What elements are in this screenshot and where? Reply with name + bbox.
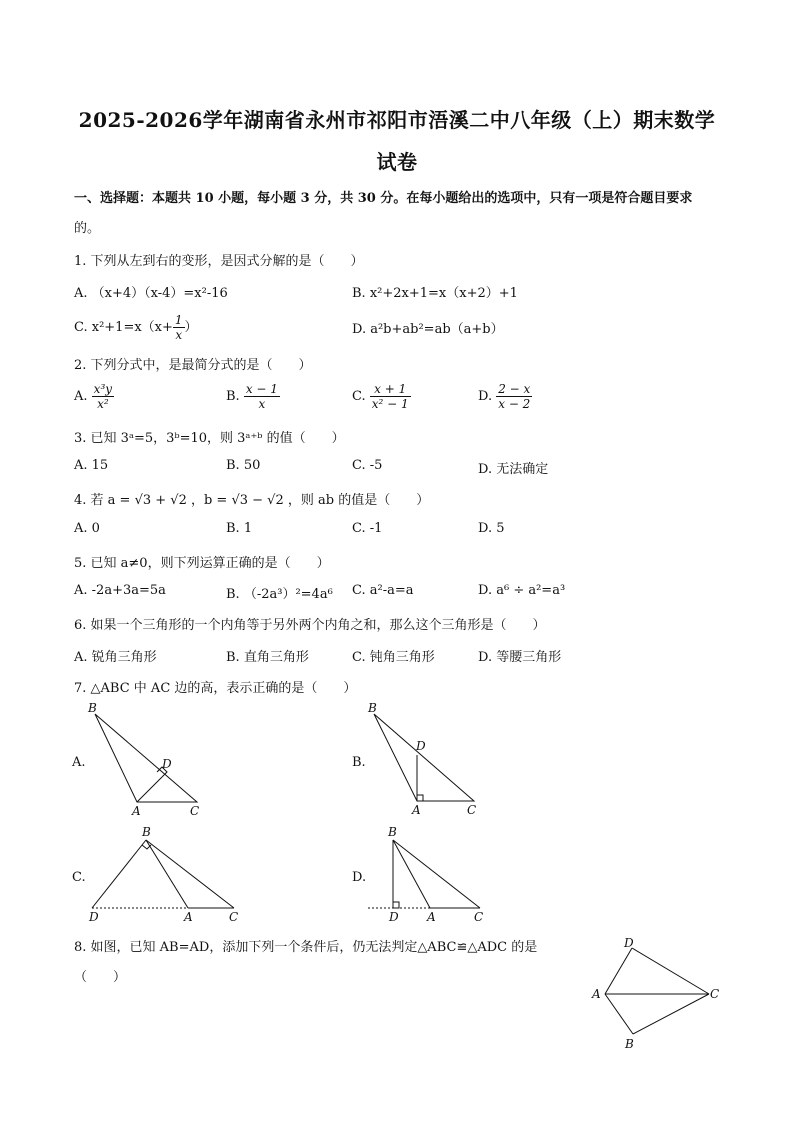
q6-stem: 6. 如果一个三角形的一个内角等于另外两个内角之和，那么这个三角形是（ ） (74, 618, 546, 633)
q2-option-c-label: C. (352, 389, 366, 404)
exam-title-line2: 试卷 (376, 150, 418, 174)
q7-stem: 7. △ABC 中 AC 边的高，表示正确的是（ ） (74, 681, 357, 696)
fraction-denominator: x (258, 397, 266, 411)
q2-option-c (352, 382, 411, 411)
fraction-numerator: x − 1 (245, 382, 278, 396)
q7-figure-d (362, 822, 502, 928)
q1-option-c (74, 313, 198, 342)
label-b: B (388, 825, 397, 839)
q4-option-b: B. 1 (226, 521, 253, 536)
q1-option-c-fraction (173, 313, 185, 342)
q2-option-b-fraction (244, 382, 280, 411)
q1-option-d: D. a²b+ab²=ab（a+b） (352, 322, 504, 337)
q2-option-b-label: B. (226, 389, 240, 404)
label-c: C (467, 803, 477, 817)
q5-option-c: C. a²-a=a (352, 583, 414, 598)
q7-figure-a (80, 700, 220, 820)
label-a: A (427, 910, 436, 924)
fraction-denominator: x (175, 328, 183, 342)
label-b: B (625, 1037, 634, 1051)
q2-option-d-fraction (496, 382, 532, 411)
q8-stem: 8. 如图，已知 AB=AD，添加下列一个条件后，仍无法判定△ABC≌△ADC 的是 (74, 940, 538, 955)
q4-stem: 4. 若 a = √3 + √2 ，b = √3 − √2 ，则 ab 的值是（ ） (74, 493, 430, 508)
q4-option-c: C. -1 (352, 521, 383, 536)
fraction-denominator: x − 2 (498, 397, 531, 411)
fraction-numerator: 1 (174, 313, 183, 327)
q6-option-d: D. 等腰三角形 (478, 650, 562, 665)
fraction-denominator: x² − 1 (371, 397, 409, 411)
q7-option-a-label: A. (72, 755, 86, 770)
q1-option-c-suffix: ） (184, 320, 198, 335)
q3-option-c: C. -5 (352, 458, 383, 473)
q1-option-c-prefix: C. x²+1=x（x+ (74, 320, 173, 335)
q2-option-a-fraction (92, 382, 114, 411)
q8-answer-paren: （ ） (74, 970, 127, 985)
label-d: D (389, 910, 399, 924)
fraction-numerator: x³y (93, 382, 113, 396)
q2-option-b (226, 382, 280, 411)
q5-option-b: B. （-2a³）²=4a⁶ (226, 587, 333, 602)
label-b: B (368, 701, 377, 715)
label-c: C (190, 804, 200, 818)
label-d: D (162, 757, 172, 771)
q4-option-a: A. 0 (74, 521, 100, 536)
label-b: B (88, 701, 97, 715)
label-b: B (142, 825, 151, 839)
q3-option-d: D. 无法确定 (478, 462, 549, 477)
q5-stem: 5. 已知 a≠0，则下列运算正确的是（ ） (74, 556, 330, 571)
label-a: A (592, 987, 601, 1001)
label-c: C (229, 910, 239, 924)
q2-option-a (74, 382, 114, 411)
label-d: D (416, 739, 426, 753)
q2-option-c-fraction (370, 382, 411, 411)
q2-option-a-label: A. (74, 389, 88, 404)
q2-option-d (478, 382, 532, 411)
fraction-numerator: x + 1 (370, 382, 411, 397)
q7-option-d-label: D. (352, 870, 367, 885)
q6-option-b: B. 直角三角形 (226, 650, 309, 665)
fraction-numerator: 2 − x (498, 382, 531, 396)
q7-option-b-label: B. (352, 755, 366, 770)
q4-option-d: D. 5 (478, 521, 505, 536)
q7-figure-c (84, 822, 254, 928)
q3-option-a: A. 15 (74, 458, 109, 473)
label-c: C (474, 910, 484, 924)
q1-stem: 1. 下列从左到右的变形，是因式分解的是（ ） (74, 254, 364, 269)
label-c: C (710, 987, 720, 1001)
fraction-denominator: x² (97, 397, 109, 411)
q3-option-b: B. 50 (226, 458, 261, 473)
q7-option-c-label: C. (72, 870, 86, 885)
q7-figure-b (362, 700, 502, 820)
section-heading-cont: 的。 (74, 221, 101, 236)
q3-stem: 3. 已知 3ᵃ=5，3ᵇ=10，则 3ᵃ⁺ᵇ 的值（ ） (74, 431, 345, 446)
q6-option-a: A. 锐角三角形 (74, 650, 157, 665)
q6-option-c: C. 钝角三角形 (352, 650, 435, 665)
q1-option-a: A. （x+4）（x-4）=x²-16 (74, 286, 228, 301)
q1-option-b: B. x²+2x+1=x（x+2）+1 (352, 286, 518, 301)
q5-option-d: D. a⁶ ÷ a²=a³ (478, 583, 566, 598)
section-heading: 一、选择题：本题共 10 小题，每小题 3 分，共 30 分。在每小题给出的选项中，只有一项是符合题目要求 (74, 191, 693, 206)
q2-stem: 2. 下列分式中，是最简分式的是（ ） (74, 358, 312, 373)
label-a: A (132, 804, 141, 818)
label-d: D (89, 910, 99, 924)
q8-figure (585, 930, 735, 1055)
label-d: D (624, 936, 634, 950)
label-a: A (184, 910, 193, 924)
exam-title-line1: 2025-2026学年湖南省永州市祁阳市浯溪二中八年级（上）期末数学 (78, 108, 716, 132)
q5-option-a: A. -2a+3a=5a (74, 583, 166, 598)
label-a: A (412, 803, 421, 817)
q2-option-d-label: D. (478, 389, 493, 404)
